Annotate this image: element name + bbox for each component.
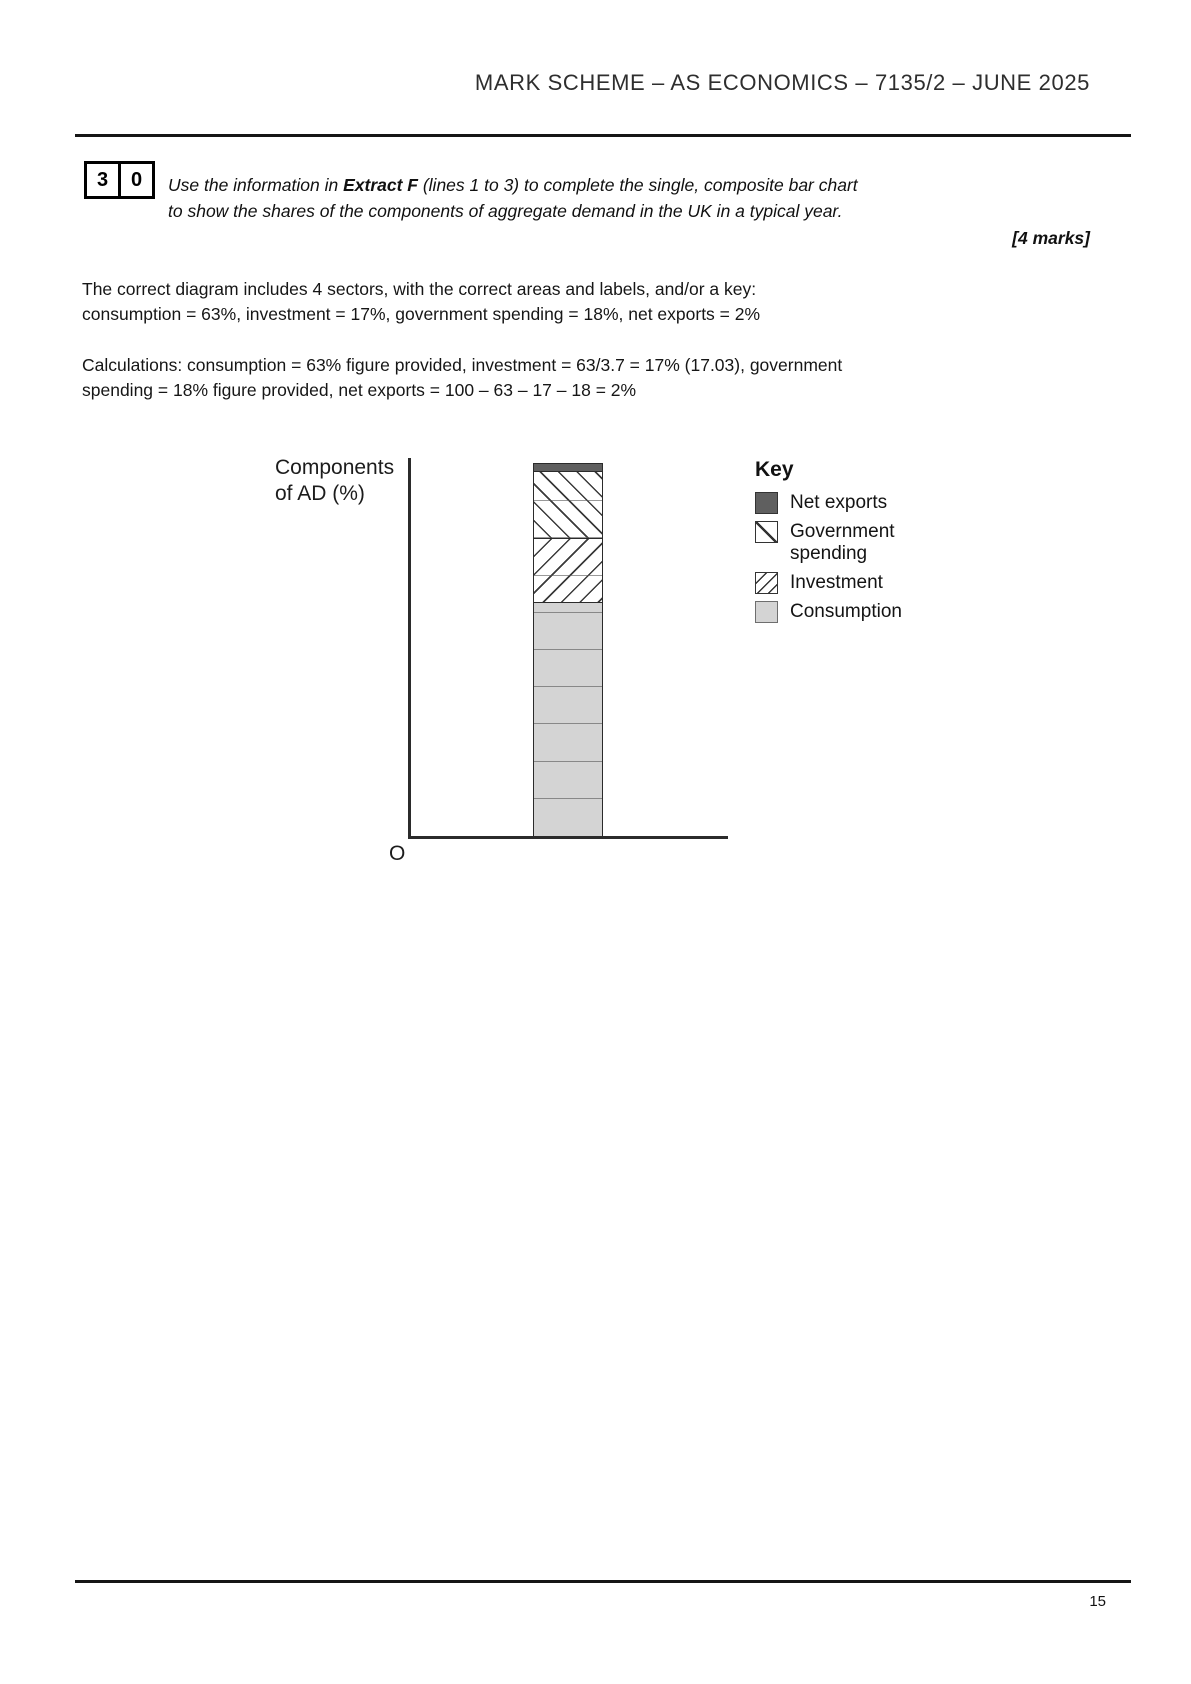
bar-gridline-20pct (534, 761, 602, 762)
bar-segment-consumption (534, 602, 602, 836)
page-number: 15 (1089, 1593, 1106, 1610)
bar-gridline-10pct (534, 798, 602, 799)
key-item-label: Investment (790, 572, 883, 593)
key-item-label: Net exports (790, 492, 888, 513)
y-axis-line (408, 458, 411, 839)
bar-gridline-50pct (534, 649, 602, 650)
bar-gridline-80pct (534, 537, 602, 538)
answer-p1-line-1: The correct diagram includes 4 sectors, with the correct areas and labels, and/or a key: (82, 279, 757, 299)
answer-p2-line-1: Calculations: consumption = 63% figure provided, investment = 63/3.7 = 17% (17.03), government (82, 355, 843, 375)
solid-dark-swatch-icon (755, 492, 778, 514)
chart-key (755, 458, 985, 630)
key-item-investment (755, 572, 985, 594)
key-item-label: Government spending (790, 521, 895, 564)
answer-p1-line-2: consumption = 63%, investment = 17%, government spending = 18%, net exports = 2% (82, 304, 761, 324)
question-number-digit-1: 3 (96, 168, 109, 191)
key-title: Key (755, 458, 794, 481)
hatch-forward-swatch-icon (755, 572, 778, 594)
bar-segment-net-exports (534, 464, 602, 471)
question-prompt-line-2: to show the shares of the components of aggregate demand in the UK in a typical year. (168, 201, 843, 221)
marks-allocation: [4 marks] (1012, 228, 1090, 248)
hatch-back-swatch-icon (755, 521, 778, 543)
bar-segment-investment (534, 538, 602, 601)
key-item-consumption (755, 601, 985, 623)
bar-gridline-30pct (534, 723, 602, 724)
solid-light-swatch-icon (755, 601, 778, 623)
answer-paragraph-2 (82, 353, 842, 403)
answer-paragraph-1 (82, 277, 760, 327)
key-item-label: Consumption (790, 601, 902, 622)
bar-gridline-70pct (534, 575, 602, 576)
prompt-extract-ref: Extract F (343, 175, 418, 195)
header-divider-line (75, 134, 1131, 137)
footer-divider-line (75, 1580, 1131, 1583)
key-item-net-exports (755, 492, 985, 514)
prompt-suffix: (lines 1 to 3) to complete the single, composite bar chart (417, 175, 858, 195)
prompt-prefix: Use the information in (168, 175, 344, 195)
bar-gridline-60pct (534, 612, 602, 613)
stacked-bar (533, 463, 603, 837)
bar-gridline-90pct (534, 500, 602, 501)
y-axis-label-line-1: Components (275, 456, 395, 479)
question-prompt (168, 172, 998, 224)
question-number-box (84, 161, 155, 199)
bar-segment-government-spending (534, 471, 602, 538)
answer-p2-line-2: spending = 18% figure provided, net exports = 100 – 63 – 17 – 18 = 2% (82, 380, 637, 400)
bar-gridline-40pct (534, 686, 602, 687)
question-prompt-line-1 (168, 172, 998, 198)
key-items (755, 492, 985, 623)
y-axis-label (275, 455, 394, 507)
y-axis-label-line-2: of AD (%) (275, 482, 365, 505)
key-item-government-spending (755, 521, 985, 565)
document-header: MARK SCHEME – AS ECONOMICS – 7135/2 – JUNE 2025 (474, 70, 1090, 95)
question-number-digit-2: 0 (118, 164, 152, 196)
origin-label: O (389, 842, 406, 865)
